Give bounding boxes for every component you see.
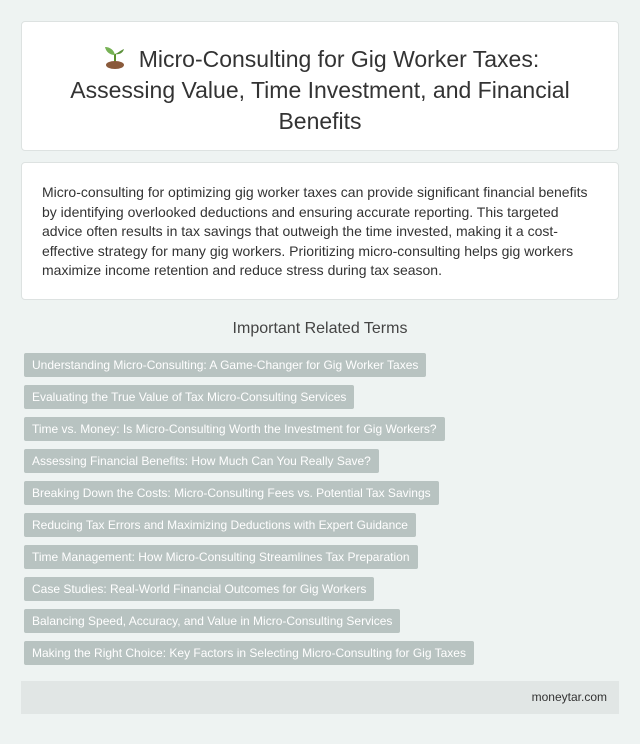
summary-card <box>21 162 619 300</box>
related-term-tag[interactable]: Breaking Down the Costs: Micro-Consulting Fees vs. Potential Tax Savings <box>24 481 439 505</box>
related-term-tag[interactable]: Evaluating the True Value of Tax Micro-Consulting Services <box>24 385 354 409</box>
related-term-tag[interactable]: Making the Right Choice: Key Factors in Selecting Micro-Consulting for Gig Taxes <box>24 641 474 665</box>
related-term-tag[interactable]: Time Management: How Micro-Consulting Streamlines Tax Preparation <box>24 545 418 569</box>
summary-text: Micro-consulting for optimizing gig worker taxes can provide significant financial benefits by identifying overlooked deductions and ensuring accurate reporting. This targeted advice often results in tax savings that outweigh the time invested, making it a cost-effective strategy for many gig workers. Prioritizing micro-consulting helps gig workers maximize income retention and reduce stress during tax season. <box>42 184 588 279</box>
related-term-tag[interactable]: Assessing Financial Benefits: How Much Can You Really Save? <box>24 449 379 473</box>
related-term-tag[interactable]: Reducing Tax Errors and Maximizing Deductions with Expert Guidance <box>24 513 416 537</box>
related-terms-heading: Important Related Terms <box>232 320 408 337</box>
site-brand[interactable]: moneytar.com <box>531 690 607 704</box>
title-text: Micro-Consulting for Gig Worker Taxes: Assessing Value, Time Investment, and Financial Benefits <box>70 46 570 134</box>
page-title <box>22 22 618 137</box>
related-term-tag[interactable]: Time vs. Money: Is Micro-Consulting Worth the Investment for Gig Workers? <box>24 417 445 441</box>
title-card <box>21 21 619 151</box>
related-term-tag[interactable]: Understanding Micro-Consulting: A Game-Changer for Gig Worker Taxes <box>24 353 426 377</box>
related-term-tag[interactable]: Balancing Speed, Accuracy, and Value in Micro-Consulting Services <box>24 609 400 633</box>
sprout-icon <box>101 44 129 70</box>
footer-bar <box>21 681 619 714</box>
related-terms-list <box>24 353 616 673</box>
related-term-tag[interactable]: Case Studies: Real-World Financial Outcomes for Gig Workers <box>24 577 374 601</box>
